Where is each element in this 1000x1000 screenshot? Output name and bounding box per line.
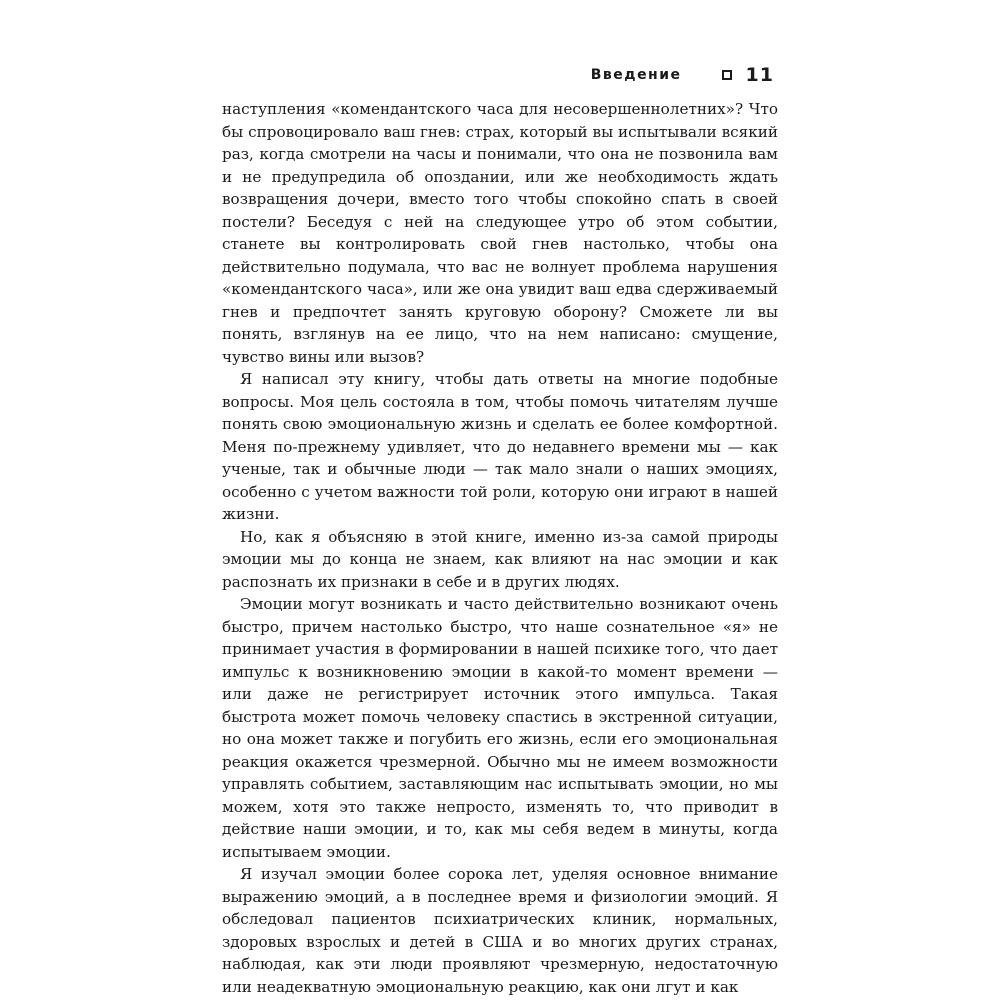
paragraph: Эмоции могут возникать и часто действительно возникают очень быстро, причем настолько быстро, что наше сознательное «я» не принимает участия в формировании в нашей психике того, что дает импульс к возникновению эмоции в какой-то момент времени — или даже не регистрирует источник этого импульса. Такая быстрота может помочь человеку спастись в экстренной ситуации, но она может также и погубить его жизнь, если его эмоциональная реакция окажется чрезмерной. Обычно мы не имеем возможности управлять событием, заставляющим нас испытывать эмоции, но мы можем, хотя это также непросто, изменять то, что приводит в действие наши эмоции, и то, как мы себя ведем в минуты, когда испытываем эмоции.	[222, 595, 778, 861]
paragraph: Я написал эту книгу, чтобы дать ответы на многие подобные вопросы. Моя цель состояла в том, чтобы помочь читателям лучше понять свою эмоциональную жизнь и сделать ее более комфортной. Меня по-прежнему удивляет, что до недавнего времени мы — как ученые, так и обычные люди — так мало знали о наших эмоциях, особенно с учетом важности той роли, которую они играют в нашей жизни.	[222, 370, 778, 523]
running-head	[591, 64, 774, 86]
section-title: Введение	[590, 67, 682, 83]
square-marker-icon	[722, 70, 732, 80]
paragraph: Я изучал эмоции более сорока лет, уделяя основное внимание выражению эмоций, а в последнее время и физиологии эмоций. Я обследовал пациентов психиатрических клиник, нормальных, здоровых взрослых и детей в США и во многих других странах, наблюдая, как эти люди проявляют чрезмерную, недостаточную или неадекватную эмоциональную реакцию, как они лгут и как	[222, 865, 778, 996]
paragraph: Но, как я объясняю в этой книге, именно из-за самой природы эмоции мы до конца не знаем, как влияют на нас эмоции и как распознать их признаки в себе и в других людях.	[222, 527, 778, 591]
paragraph: наступления «комендантского часа для несовершеннолетних»? Что бы спровоцировало ваш гнев: страх, который вы испытывали всякий раз, когда смотрели на часы и понимали, что она не позвонила вам и не предупредила об опоздании, или же необходимость ждать возвращения дочери, вместо того чтобы спокойно спать в своей постели? Беседуя с ней на следующее утро об этом событии, станете вы контролировать свой гнев настолько, чтобы она действительно подумала, что вас не волнует проблема нарушения «комендантского часа», или же она увидит ваш едва сдерживаемый гнев и предпочтет занять круговую оборону? Сможете ли вы понять, взглянув на ее лицо, что на нем написано: смущение, чувство вины или вызов?	[222, 100, 778, 366]
body-text	[222, 98, 778, 998]
page-number: 11	[745, 64, 774, 86]
